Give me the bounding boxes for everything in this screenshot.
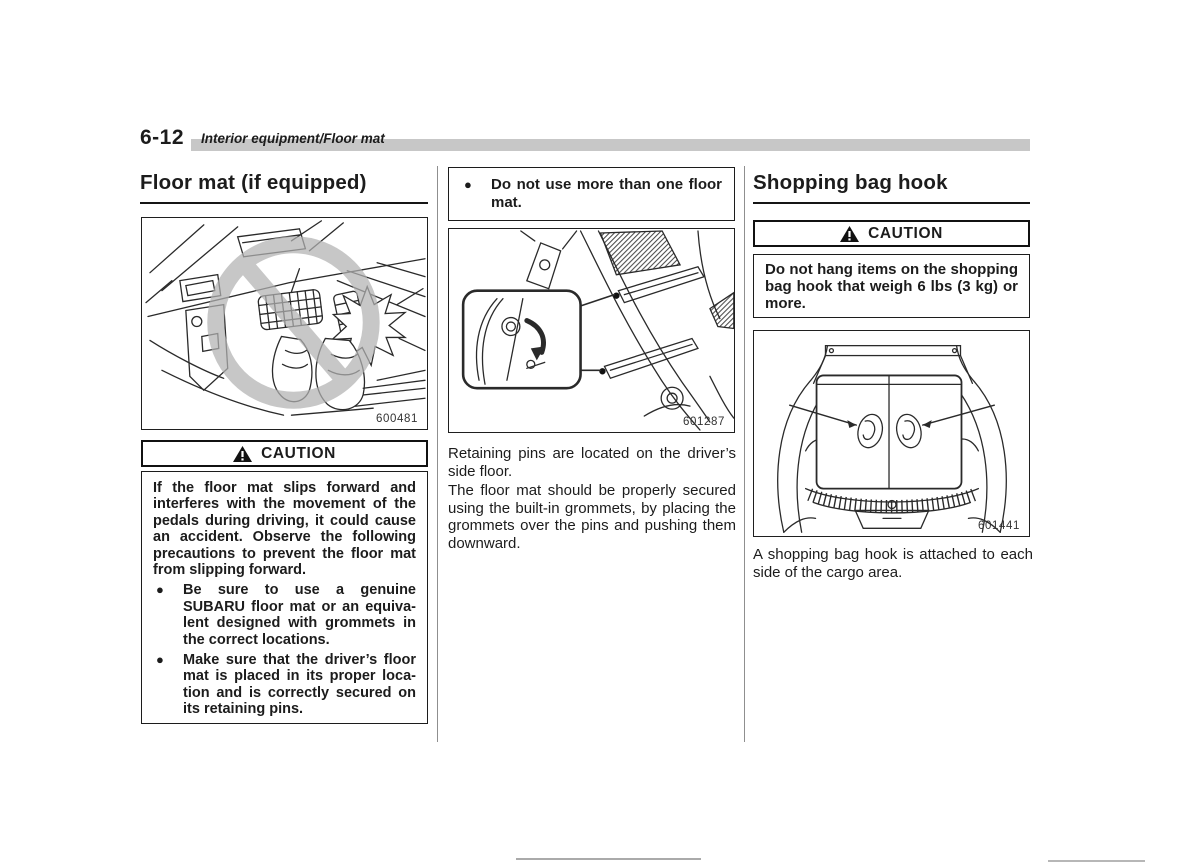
bullet-text: Make sure that the driver’s floor mat is placed in its proper loca- tion and is correctly secured on its retaining pins.	[183, 652, 416, 718]
caution-warning-text: If the floor mat slips forward and interferes with the movement of the pedals during driving, it could cause an accident. Observe the following precautions to prevent the floor mat from slipping forward.	[153, 480, 416, 579]
pedal-illustration	[142, 218, 427, 429]
figure-number: 601287	[683, 416, 725, 428]
paragraph: The floor mat should be properly secured using the built-in grommets, by placing the grommets over the pins and pushing them downward.	[448, 482, 736, 552]
floor-mat-heading: Floor mat (if equipped)	[140, 171, 428, 204]
paragraph: Retaining pins are located on the driver’s side floor.	[448, 445, 736, 480]
cargo-area-caption: A shopping bag hook is attached to each side of the cargo area.	[753, 546, 1033, 581]
scan-artifact	[1048, 860, 1145, 862]
bullet-icon: ●	[156, 582, 164, 598]
retaining-pin-illustration	[449, 229, 734, 432]
list-item	[153, 652, 416, 718]
scan-artifact	[516, 858, 701, 860]
cargo-area-illustration	[754, 331, 1029, 536]
figure-number: 601441	[978, 520, 1020, 532]
caution-body-shopping	[753, 254, 1030, 318]
warning-triangle-icon	[840, 226, 859, 242]
figure-number: 600481	[376, 413, 418, 425]
cargo-area-figure	[753, 330, 1030, 537]
list-item	[461, 176, 722, 211]
column-divider-right	[744, 166, 745, 742]
caution-label: CAUTION	[261, 444, 336, 462]
caution-warning-text: Do not hang items on the shopping bag hook that weigh 6 lbs (3 kg) or more.	[765, 261, 1018, 312]
caution-body-floor-mat	[141, 471, 428, 724]
column-divider-left	[437, 166, 438, 742]
caution-label: CAUTION	[868, 224, 943, 242]
warning-triangle-icon	[233, 446, 252, 462]
bullet-text: Be sure to use a genuine SUBARU floor mat or an equiva- lent designed with grommets in the correct locations.	[183, 582, 416, 648]
shopping-bag-hook-heading: Shopping bag hook	[753, 171, 1030, 204]
page-number: 6-12	[140, 126, 185, 149]
retaining-pin-text	[448, 445, 736, 554]
pedal-figure	[141, 217, 428, 430]
bullet-text: Do not use more than one floor mat.	[491, 176, 722, 211]
caution-body-continued	[448, 167, 735, 221]
retaining-pin-figure	[448, 228, 735, 433]
caution-header-shopping	[753, 220, 1030, 247]
bullet-icon: ●	[156, 652, 164, 668]
bullet-icon: ●	[464, 177, 472, 192]
list-item	[153, 582, 416, 648]
caution-header-floor-mat	[141, 440, 428, 467]
header-section-title: Interior equipment/Floor mat	[201, 131, 385, 146]
